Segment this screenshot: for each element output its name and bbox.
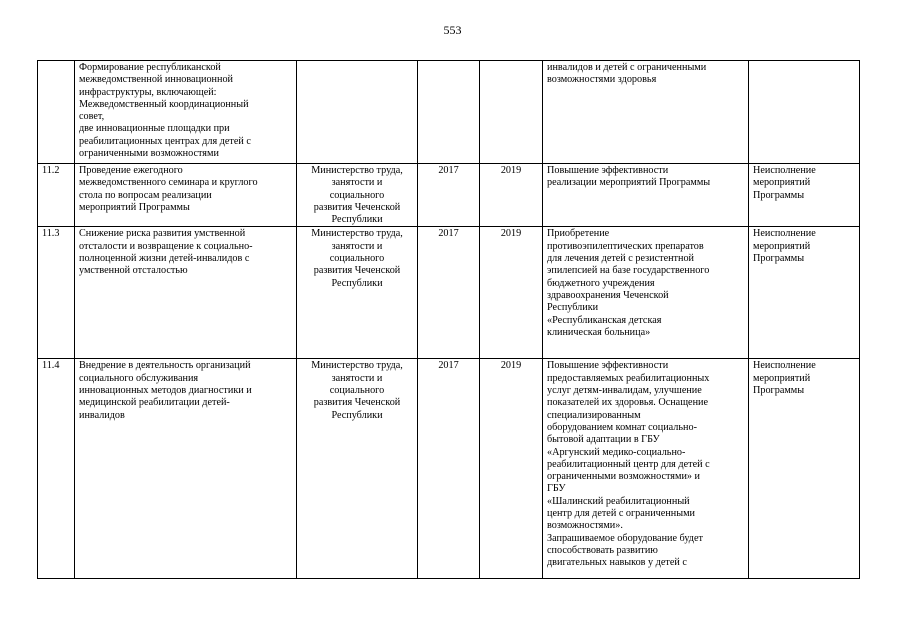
activity-name: Формирование республиканской межведомственной инновационной инфраструктуры, включающей: Межведомственный координационный совет, две инновационные площадки при реабилитационных центрах для детей с ограниченными возможностями	[75, 61, 297, 164]
expected-result: Повышение эффективности предоставляемых реабилитационных услуг детям-инвалидам, улучшение показателей их здоровья. Оснащение специализированным оборудованием комнат социально- бытовой адаптации в ГБУ «Аргунский медико-социально- реабилитационный центр для детей с ограниченными возможностями» и ГБУ «Шалинский реабилитационный центр для детей с ограниченными возможностями». Запрашиваемое оборудование будет способствовать развитию двигательных навыков у детей с	[543, 359, 749, 579]
activity-name: Снижение риска развития умственной отсталости и возвращение к социально- полноценной жизни детей-инвалидов с умственной отсталостью	[75, 227, 297, 359]
consequence: Неисполнение мероприятий Программы	[749, 164, 860, 227]
table-row	[38, 61, 860, 164]
executor	[297, 61, 418, 164]
start-year: 2017	[418, 359, 480, 579]
expected-result: Приобретение противоэпилептических препаратов для лечения детей с резистентной эпилепсией на базе государственного бюджетного учреждения здравоохранения Чеченской Республики «Республиканская детская клиническая больница»	[543, 227, 749, 359]
expected-result: инвалидов и детей с ограниченными возможностями здоровья	[543, 61, 749, 164]
program-table	[37, 60, 860, 579]
start-year: 2017	[418, 227, 480, 359]
executor: Министерство труда, занятости и социального развития Чеченской Республики	[297, 164, 418, 227]
start-year	[418, 61, 480, 164]
consequence	[749, 61, 860, 164]
end-year: 2019	[480, 227, 543, 359]
consequence: Неисполнение мероприятий Программы	[749, 359, 860, 579]
activity-name: Проведение ежегодного межведомственного семинара и круглого стола по вопросам реализации мероприятий Программы	[75, 164, 297, 227]
table-row	[38, 227, 860, 359]
end-year	[480, 61, 543, 164]
row-number: 11.2	[38, 164, 75, 227]
start-year: 2017	[418, 164, 480, 227]
executor: Министерство труда, занятости и социального развития Чеченской Республики	[297, 359, 418, 579]
end-year: 2019	[480, 164, 543, 227]
activity-name: Внедрение в деятельность организаций социального обслуживания инновационных методов диагностики и медицинской реабилитации детей- инвалидов	[75, 359, 297, 579]
row-number: 11.4	[38, 359, 75, 579]
row-number: 11.3	[38, 227, 75, 359]
consequence: Неисполнение мероприятий Программы	[749, 227, 860, 359]
expected-result: Повышение эффективности реализации мероприятий Программы	[543, 164, 749, 227]
end-year: 2019	[480, 359, 543, 579]
table-row	[38, 359, 860, 579]
row-number	[38, 61, 75, 164]
executor: Министерство труда, занятости и социального развития Чеченской Республики	[297, 227, 418, 359]
table-row	[38, 164, 860, 227]
page-number: 553	[443, 23, 462, 37]
